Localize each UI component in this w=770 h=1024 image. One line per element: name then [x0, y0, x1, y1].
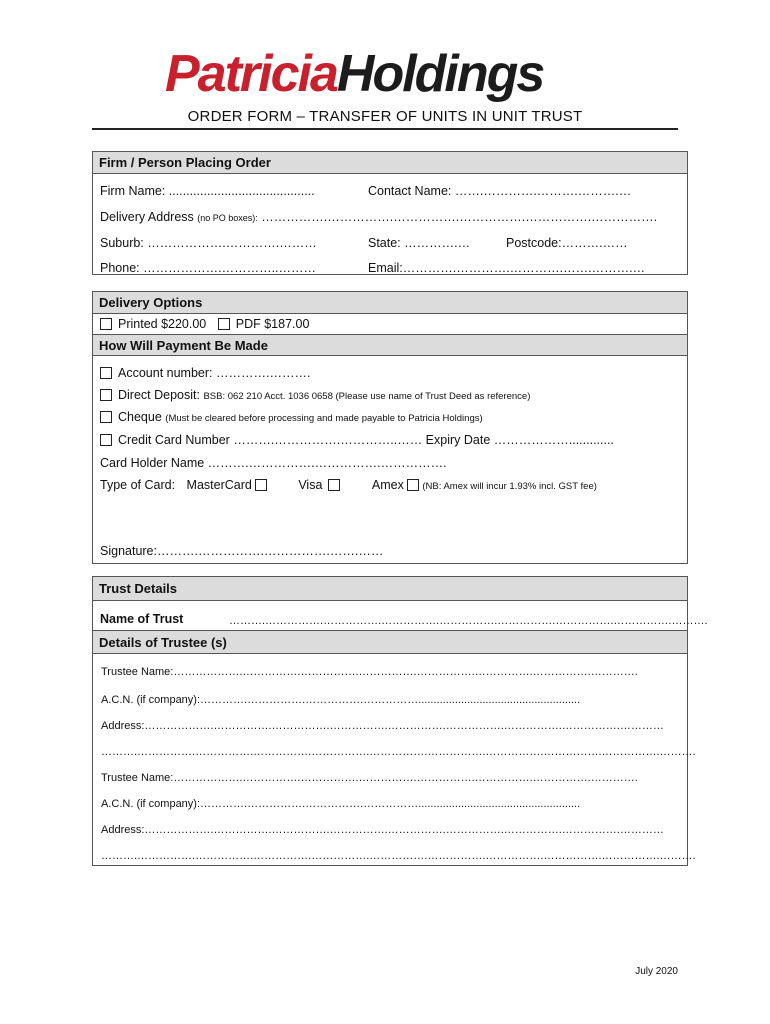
direct-deposit-details: BSB: 062 210 Acct. 1036 0658 (Please use name of Trust Deed as reference) — [203, 391, 531, 402]
delivery-options-row — [100, 316, 309, 332]
logo-part2: Holdings — [336, 45, 544, 103]
credit-card-field[interactable]: Credit Card Number ……….…………….…………..…… Expiry Date ………………............. — [118, 433, 614, 447]
amex-label: Amex — [371, 478, 404, 492]
footer-date: July 2020 — [635, 966, 678, 977]
visa-checkbox[interactable] — [328, 479, 340, 491]
trustee-1-name-field[interactable]: Trustee Name:……………….…………….…………….…………….…………….…………….…………….…………. — [101, 666, 638, 678]
direct-deposit-checkbox[interactable] — [100, 389, 112, 401]
trustee-1-address-field[interactable]: Address:……………….…………….…………….…………….…………….…………….…………….…………….………… — [101, 720, 664, 732]
firm-section-header: Firm / Person Placing Order — [93, 152, 687, 174]
cheque-checkbox[interactable] — [100, 411, 112, 423]
mastercard-checkbox[interactable] — [255, 479, 267, 491]
delivery-address-dots: …………….…………….…………….…………….…………….……………. — [261, 210, 658, 224]
postcode-field[interactable]: Postcode:……….…… — [506, 236, 628, 250]
trustee-1-address-line2[interactable]: ……….…………….…………….…………….…………….…………….…………….…………….…………….…………….………. — [101, 746, 696, 758]
trust-section — [92, 576, 708, 866]
delivery-payment-section — [92, 291, 688, 564]
trustee-details-header: Details of Trustee (s) — [93, 630, 687, 654]
trustee-2-address-line2[interactable]: ……….…………….…………….…………….…………….…………….…………….…………….…………….…………….………. — [101, 850, 696, 862]
trust-name-field[interactable]: ……….…………….…………….…………….…………….…………….…………….…………….………. — [229, 615, 708, 627]
direct-deposit-label: Direct Deposit: — [118, 388, 200, 402]
delivery-address-note: (no PO boxes): — [197, 213, 258, 223]
credit-card-row — [100, 432, 614, 448]
printed-checkbox[interactable] — [100, 318, 112, 330]
contact-name-field[interactable]: Contact Name: …….………….……….……….… — [368, 184, 632, 198]
credit-card-checkbox[interactable] — [100, 434, 112, 446]
logo-part1: Patricia — [165, 45, 337, 103]
state-field[interactable]: State: ………….… — [368, 236, 471, 250]
form-title: ORDER FORM – TRANSFER OF UNITS IN UNIT TRUST — [187, 108, 583, 125]
delivery-address-label: Delivery Address — [100, 210, 194, 224]
card-holder-field[interactable]: Card Holder Name ……….…………….…………….……………. — [100, 456, 447, 470]
visa-label: Visa — [298, 478, 323, 492]
cheque-note: (Must be cleared before processing and made payable to Patricia Holdings) — [165, 413, 483, 424]
account-number-checkbox[interactable] — [100, 367, 112, 379]
trustee-2-address-field[interactable]: Address:……………….…………….…………….…………….…………….…………….…………….…………….………… — [101, 824, 664, 836]
printed-option-label: Printed $220.00 — [118, 317, 207, 331]
account-number-row — [100, 365, 310, 381]
trust-details-header: Trust Details — [93, 577, 687, 601]
pdf-option-label: PDF $187.00 — [235, 317, 310, 331]
amex-note: (NB: Amex will incur 1.93% incl. GST fee) — [422, 481, 597, 492]
signature-field[interactable]: Signature:……….…………….…………….…….…… — [100, 544, 384, 558]
card-type-label: Type of Card: — [100, 478, 176, 492]
trustee-2-name-field[interactable]: Trustee Name:……………….…………….…………….…………….…………….…………….…………….…………. — [101, 772, 638, 784]
trustee-2-acn-field[interactable]: A.C.N. (if company):………….…………….…………….……………..................................................... — [101, 798, 581, 810]
trust-name-label: Name of Trust — [100, 612, 184, 626]
company-logo — [165, 44, 543, 104]
email-field[interactable]: Email:………….………….………….…….……….… — [368, 261, 646, 275]
pdf-checkbox[interactable] — [218, 318, 230, 330]
delivery-address-field[interactable] — [100, 209, 657, 226]
suburb-field[interactable]: Suburb: ……………….………….……… — [100, 236, 317, 250]
title-divider — [92, 128, 678, 130]
firm-section — [92, 151, 688, 275]
trustee-1-acn-field[interactable]: A.C.N. (if company):………….…………….…………….……………..................................................... — [101, 694, 581, 706]
cheque-row — [100, 409, 483, 427]
amex-checkbox[interactable] — [407, 479, 419, 491]
delivery-options-header: Delivery Options — [93, 292, 687, 314]
firm-name-field[interactable]: Firm Name: .......................................... — [100, 184, 315, 198]
cheque-label: Cheque — [118, 410, 162, 424]
mastercard-label: MasterCard — [186, 478, 252, 492]
phone-field[interactable]: Phone: ……………….…………..……… — [100, 261, 317, 275]
direct-deposit-row — [100, 387, 530, 405]
payment-header: How Will Payment Be Made — [93, 334, 687, 356]
account-number-field[interactable]: Account number: ………….………. — [118, 366, 311, 380]
card-type-row — [100, 477, 597, 495]
